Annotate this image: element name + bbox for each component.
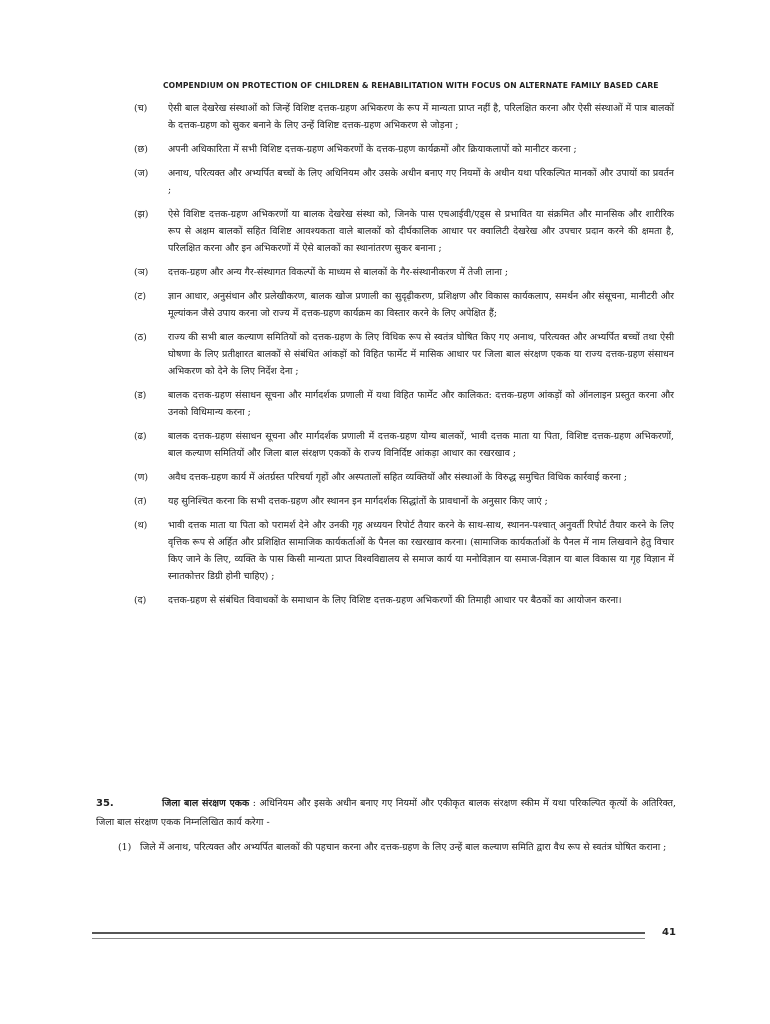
item-text: अवैध दत्तक-ग्रहण कार्य में अंतर्ग्रस्त परिचर्या गृहों और अस्पतालों सहित व्यक्तियों और संस्थाओं के विरुद्ध समुचित विधिक कार्रवाई करना ; (168, 472, 628, 483)
item-text: बालक दत्तक-ग्रहण संसाधन सूचना और मार्गदर्शक प्रणाली में यथा विहित फार्मेट और कालिकत: दत्तक-ग्रहण आंकड़ों को ऑनलाइन प्रस्तुत करना और उनको विधिमान्य करना ; (168, 390, 674, 418)
item-marker: (ट) (134, 291, 147, 302)
list-item (134, 206, 674, 257)
item-list (134, 100, 674, 616)
item-text: दत्तक-ग्रहण और अन्य गैर-संस्थागत विकल्पों के माध्यम से बालकों के गैर-संस्थानीकरण में तेजी लाना ; (168, 267, 509, 278)
list-item (134, 469, 674, 486)
item-marker: (ण) (134, 472, 149, 483)
item-marker: (ड) (134, 390, 147, 401)
item-text: अपनी अधिकारिता में सभी विशिष्ट दत्तक-ग्रहण अभिकरणों के दत्तक-ग्रहण कार्यक्रमों और क्रियाकलापों को मानीटर करना ; (168, 144, 577, 155)
list-item (134, 141, 674, 158)
item-marker: (ढ) (134, 431, 147, 442)
item-marker: (थ) (134, 520, 148, 531)
item-marker: (झ) (134, 209, 149, 220)
item-marker: (छ) (134, 144, 148, 155)
item-marker: (त) (134, 496, 147, 507)
item-marker: (ञ) (134, 267, 149, 278)
list-item (134, 517, 674, 585)
item-text: भावी दत्तक माता या पिता को परामर्श देने और उनकी गृह अध्ययन रिपोर्ट तैयार करने के साथ-साथ, स्थानन-पश्चात् अनुवर्ती रिपोर्ट तैयार करने के लिए वृत्तिक रूप से अर्हित और प्रशिक्षित सामाजिक कार्यकर्ताओं के पैनल का रखरखाव करना। (सामाजिक कार्यकर्ताओं के पैनल में नाम लिखवाने हेतु विचार किए जाने के लिए, व्यक्ति के पास किसी मान्यता प्राप्त विश्वविद्यालय से समाज कार्य या मनोविज्ञान या समाज-विज्ञान या बाल विकास या गृह विज्ञान में स्नातकोत्तर डिग्री होनी चाहिए) ; (168, 520, 674, 582)
list-item (134, 387, 674, 421)
item-text: राज्य की सभी बाल कल्याण समितियों को दत्तक-ग्रहण के लिए विधिक रूप से स्वतंत्र घोषित किए गए अनाथ, परित्यक्त और अभ्यर्पित बच्चों तथा ऐसी घोषणा के लिए प्रतीक्षारत बालकों से संबंधित आंकड़ों को विहित फार्मेट में मासिक आधार पर जिला बाल संरक्षण एकक या राज्य दत्तक-ग्रहण संसाधन अभिकरण को देने के लिए निर्देश देना ; (168, 332, 674, 377)
footer-rule (92, 932, 645, 939)
list-item (134, 100, 674, 134)
item-marker: (ठ) (134, 332, 147, 343)
item-text: ऐसे विशिष्ट दत्तक-ग्रहण अभिकरणों या बालक देखरेख संस्था को, जिनके पास एचआईवी/एड्स से प्रभावित या संक्रमित और मानसिक और शारीरिक रूप से अक्षम बालकों सहित विशिष्ट आवश्यकता वाले बालकों को दीर्घकालिक आधार पर क्वालिटी देखरेख और उपचार प्रदान करने की क्षमता है, परिलक्षित करना और इन अभिकरणों में ऐसे बालकों का स्थानांतरण सुकर बनाना ; (168, 209, 674, 254)
running-header: COMPENDIUM ON PROTECTION OF CHILDREN & REHABILITATION WITH FOCUS ON ALTERNATE FAMILY BASED CARE (163, 81, 659, 90)
section-number: 35. (96, 798, 114, 809)
item-text: ऐसी बाल देखरेख संस्थाओं को जिन्हें विशिष्ट दत्तक-ग्रहण अभिकरण के रूप में मान्यता प्राप्त नहीं है, परिलक्षित करना और ऐसी संस्थाओं में पात्र बालकों के दत्तक-ग्रहण को सुकर बनाने के लिए उन्हें विशिष्ट दत्तक-ग्रहण अभिकरण से जोड़ना ; (168, 103, 674, 131)
item-text: अनाथ, परित्यक्त और अभ्यर्पित बच्चों के लिए अधिनियम और उसके अधीन बनाए गए नियमों के अधीन यथा परिकल्पित मानकों और उपायों का प्रवर्तन ; (168, 168, 674, 196)
item-marker: (द) (134, 595, 147, 606)
item-text: बालक दत्तक-ग्रहण संसाधन सूचना और मार्गदर्शक प्रणाली में दत्तक-ग्रहण योग्य बालकों, भावी दत्तक माता या पिता, विशिष्ट दत्तक-ग्रहण अभिकरणों, बाल कल्याण समितियों और जिला बाल संरक्षण एककों के राज्य विनिर्दिष्ट आंकड़ा आधार का रखरखाव ; (168, 431, 674, 459)
sub-item (118, 838, 678, 857)
item-marker: (च) (134, 103, 148, 114)
list-item (134, 592, 674, 609)
list-item (134, 264, 674, 281)
list-item (134, 329, 674, 380)
list-item (134, 288, 674, 322)
section-body: : अधिनियम और इसके अधीन बनाए गए नियमों और एकीकृत बालक संरक्षण स्कीम में यथा परिकल्पित कृत्यों के अतिरिक्त, जिला बाल संरक्षण एकक निम्नलिखित कार्य करेगा - (96, 798, 676, 828)
list-item (134, 165, 674, 199)
item-text: दत्तक-ग्रहण से संबंधित विवाधकों के समाधान के लिए विशिष्ट दत्तक-ग्रहण अभिकरणों की तिमाही आधार पर बैठकों का आयोजन करना। (168, 595, 622, 606)
section-35 (96, 794, 676, 832)
item-text: ज्ञान आधार, अनुसंधान और प्रलेखीकरण, बालक खोज प्रणाली का सुदृढ़ीकरण, प्रशिक्षण और विकास कार्यकलाप, समर्थन और संसूचना, मानीटरी और मूल्यांकन जैसे उपाय करना जो राज्य में दत्तक-ग्रहण कार्यक्रम का विस्तार करने के लिए अपेक्षित हैं; (168, 291, 674, 319)
sub-item-text: जिले में अनाथ, परित्यक्त और अभ्यर्पित बालकों की पहचान करना और दत्तक-ग्रहण के लिए उन्हें बाल कल्याण समिति द्वारा वैध रूप से स्वतंत्र घोषित कराना ; (140, 842, 667, 853)
item-text: यह सुनिश्चित करना कि सभी दत्तक-ग्रहण और स्थानन इन मार्गदर्शक सिद्धांतों के प्रावधानों के अनुसार किए जाएं ; (168, 496, 548, 507)
page-number: 41 (662, 927, 676, 938)
sub-item-marker: (1) (118, 842, 132, 853)
list-item (134, 428, 674, 462)
item-marker: (ज) (134, 168, 149, 179)
section-title: जिला बाल संरक्षण एकक (162, 798, 250, 809)
list-item (134, 493, 674, 510)
